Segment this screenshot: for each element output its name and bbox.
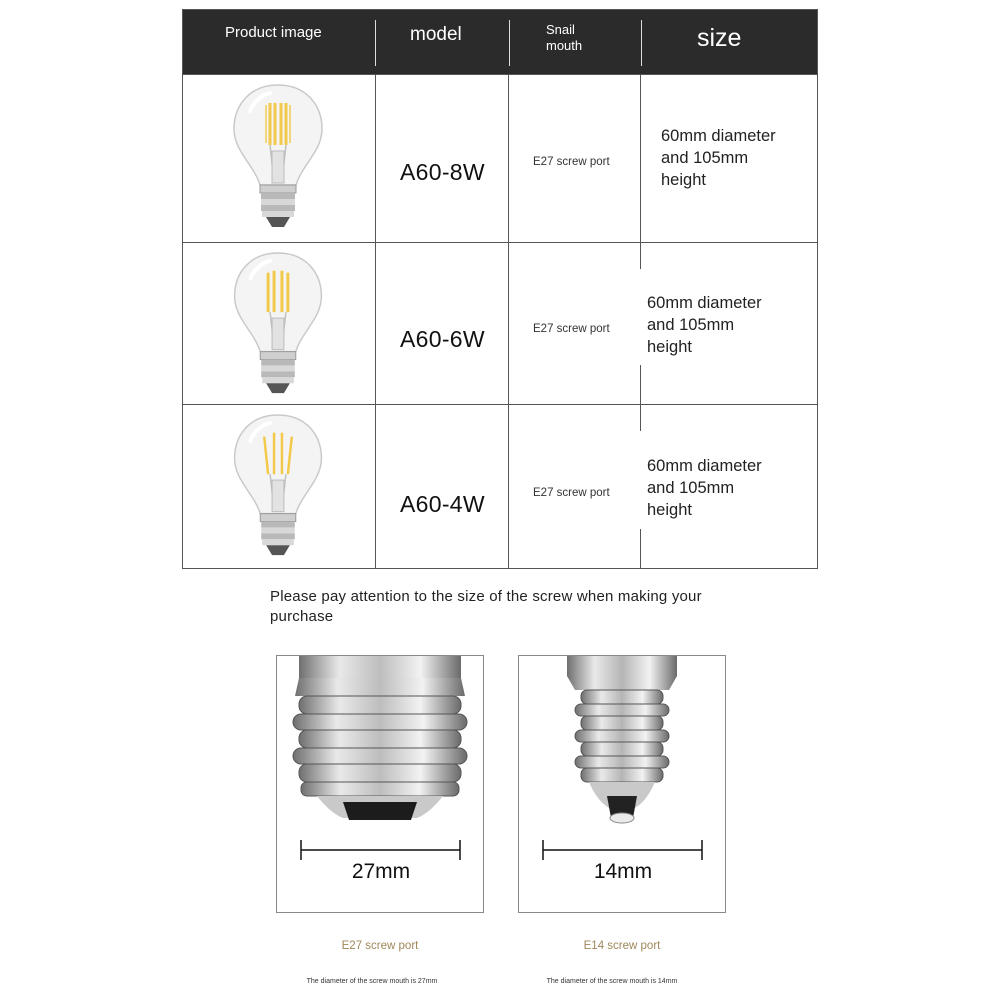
header-size [642, 10, 817, 74]
table-row [183, 242, 817, 404]
e14-port-caption: E14 screw port [583, 940, 661, 952]
bulb-8w-image [230, 81, 326, 233]
e27-dimension-line [277, 836, 483, 860]
e27-dimension-label: 27mm [351, 860, 411, 883]
column-divider [375, 405, 376, 569]
port-value: E27 screw port [533, 156, 610, 168]
size-line: 60mm diameter [647, 294, 762, 312]
size-value [661, 125, 776, 191]
size-line: and 105mm [647, 316, 735, 334]
header-product-image-label: Product image [225, 24, 322, 41]
table-header [183, 10, 817, 74]
header-snail-mouth [510, 10, 641, 74]
model-value: A60-8W [400, 159, 485, 185]
header-model [376, 10, 509, 74]
column-divider [640, 405, 641, 431]
size-line: height [661, 171, 706, 189]
model-value: A60-4W [400, 491, 485, 517]
e27-screw-image [277, 656, 483, 836]
model-value: A60-6W [400, 326, 485, 352]
header-product-image [183, 10, 375, 74]
e27-port-caption: E27 screw port [341, 940, 419, 952]
column-divider [640, 529, 641, 569]
e14-screw-image [519, 656, 725, 836]
e14-dimension-line [519, 836, 725, 860]
column-divider [508, 243, 509, 405]
size-line: height [647, 338, 692, 356]
port-value: E27 screw port [533, 487, 610, 499]
e14-diameter-caption: The diameter of the screw mouth is 14mm [546, 978, 678, 985]
port-value: E27 screw port [533, 323, 610, 335]
size-line: and 105mm [661, 149, 749, 167]
e27-screw-panel [276, 655, 484, 913]
size-value [647, 455, 762, 521]
e14-dimension-label: 14mm [593, 860, 653, 883]
size-line: 60mm diameter [661, 127, 776, 145]
bulb-4w-image [230, 411, 326, 561]
header-size-label: size [697, 24, 742, 52]
table-row [183, 404, 817, 568]
column-divider [640, 75, 641, 243]
column-divider [640, 365, 641, 405]
column-divider [375, 243, 376, 405]
column-divider [640, 243, 641, 269]
table-row [183, 74, 817, 242]
spec-table [182, 9, 818, 569]
e14-screw-panel [518, 655, 726, 913]
column-divider [375, 75, 376, 243]
header-snail-mouth-label: Snail mouth [546, 22, 583, 53]
size-line: height [647, 501, 692, 519]
size-line: and 105mm [647, 479, 735, 497]
column-divider [508, 75, 509, 243]
e27-diameter-caption: The diameter of the screw mouth is 27mm [306, 978, 438, 985]
bulb-6w-image [230, 249, 326, 399]
purchase-notice: Please pay attention to the size of the screw when making your purchase [270, 588, 702, 625]
header-model-label: model [410, 24, 462, 45]
column-divider [508, 405, 509, 569]
size-value [647, 292, 762, 358]
size-line: 60mm diameter [647, 457, 762, 475]
